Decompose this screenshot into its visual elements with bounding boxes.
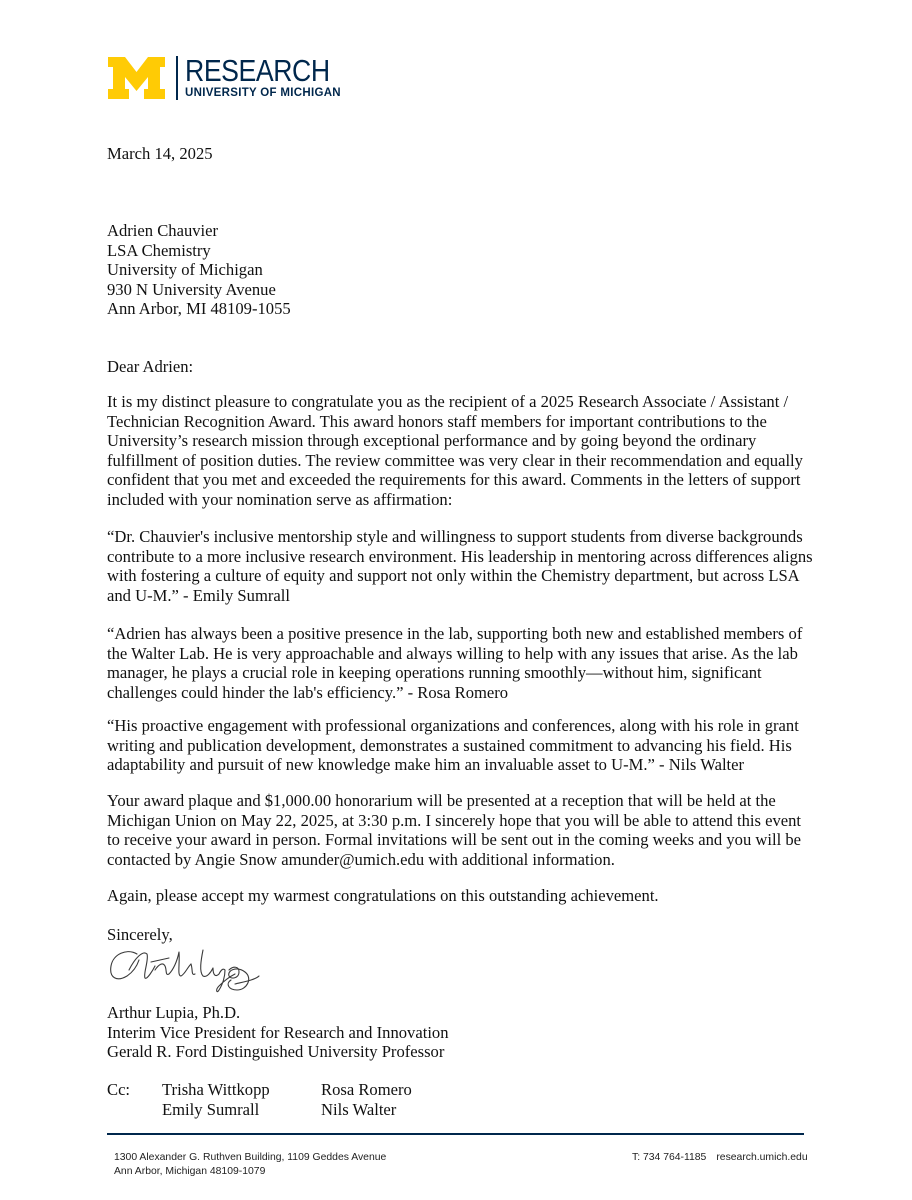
text-line: included with your nomination serve as affirmation:	[107, 489, 453, 509]
closing-text: Sincerely,	[107, 925, 173, 944]
recipient-department: LSA Chemistry	[107, 240, 211, 260]
recipient-city: Ann Arbor, MI 48109-1055	[107, 299, 291, 318]
quote-nils-walter	[107, 716, 807, 775]
footer-divider	[107, 1133, 804, 1135]
letterhead-text	[185, 53, 353, 100]
text-line: “His proactive engagement with professional organizations and conferences, along with his role in grant	[107, 716, 799, 735]
text-line: University’s research mission through exceptional performance and by going beyond the ordinary	[107, 431, 757, 450]
footer-contact	[632, 1151, 808, 1165]
text-line: Again, please accept my warmest congratulations on this outstanding achievement.	[107, 886, 659, 905]
footer-address-line-1: 1300 Alexander G. Ruthven Building, 1109 Geddes Avenue	[114, 1152, 387, 1163]
footer-phone: T: 734 764-1185	[632, 1152, 707, 1163]
letterhead-title: RESEARCH	[185, 53, 330, 88]
cc-recipient: Rosa Romero	[321, 1080, 412, 1099]
text-line: writing and publication development, demonstrates a sustained commitment to advancing his field. His	[107, 735, 792, 755]
cc-column-2	[321, 1080, 412, 1119]
paragraph-reception	[107, 791, 807, 869]
letterhead-divider	[176, 56, 178, 100]
signer-name: Arthur Lupia, Ph.D.	[107, 1003, 241, 1022]
text-line: “Dr. Chauvier's inclusive mentorship style and willingness to support students from diverse backgrounds	[107, 527, 803, 546]
text-line: challenges could hinder the lab's efficiency.” - Rosa Romero	[107, 682, 509, 702]
recipient-address	[107, 221, 807, 319]
cc-label: Cc:	[107, 1080, 131, 1099]
cc-recipient: Nils Walter	[321, 1099, 397, 1119]
text-line: fulfillment of position duties. The review committee was very clear in their recommendation and equally	[107, 450, 803, 470]
text-line: with fostering a culture of equity and support not only within the Chemistry department, but across LSA	[107, 566, 800, 585]
text-line: the Walter Lab. He is very approachable and always willing to help with any issues that arise. As the lab	[107, 643, 798, 663]
text-line: and U-M.” - Emily Sumrall	[107, 585, 290, 605]
text-line: Your award plaque and $1,000.00 honorarium will be presented at a reception that will be held at the	[107, 791, 776, 810]
recipient-name: Adrien Chauvier	[107, 221, 219, 240]
text-line: contribute to a more inclusive research environment. His leadership in mentoring across differences aligns	[107, 546, 813, 566]
text-line: “Adrien has always been a positive presence in the lab, supporting both new and established members of	[107, 624, 803, 643]
text-line: It is my distinct pleasure to congratulate you as the recipient of a 2025 Research Associate / Assistant /	[107, 392, 789, 411]
text-line: confident that you met and exceeded the requirements for this award. Comments in the letters of support	[107, 470, 801, 489]
salutation-text: Dear Adrien:	[107, 357, 194, 376]
paragraph-congratulations	[107, 886, 807, 906]
signer-block	[107, 1003, 807, 1062]
cc-column-1	[162, 1080, 270, 1119]
text-line: Technician Recognition Award. This award honors staff members for important contributions to the	[107, 411, 767, 431]
text-line: adaptability and pursuit of new knowledge make him an invaluable asset to U-M.” - Nils Walter	[107, 755, 745, 774]
text-line: manager, he plays a crucial role in keeping operations running smoothly—without him, significant	[107, 663, 762, 682]
quote-rosa-romero	[107, 624, 807, 702]
handwritten-signature	[107, 940, 267, 1002]
recipient-street: 930 N University Avenue	[107, 279, 276, 299]
salutation	[107, 357, 807, 377]
signer-title: Interim Vice President for Research and Innovation	[107, 1022, 449, 1042]
date-text: March 14, 2025	[107, 144, 213, 163]
signer-professorship: Gerald R. Ford Distinguished University Professor	[107, 1042, 445, 1061]
text-line: contacted by Angie Snow amunder@umich.edu with additional information.	[107, 849, 615, 869]
footer-website: research.umich.edu	[716, 1152, 808, 1163]
footer-address	[114, 1151, 386, 1179]
text-line: to receive your award in person. Formal invitations will be sent out in the coming weeks and you will be	[107, 830, 802, 849]
footer-address-line-2: Ann Arbor, Michigan 48109-1079	[114, 1166, 266, 1177]
university-block-m-logo	[108, 57, 165, 99]
letterhead	[108, 53, 353, 100]
cc-recipient: Trisha Wittkopp	[162, 1080, 270, 1099]
paragraph-award	[107, 392, 807, 509]
text-line: Michigan Union on May 22, 2025, at 3:30 p.m. I sincerely hope that you will be able to attend this event	[107, 810, 802, 830]
cc-recipient: Emily Sumrall	[162, 1099, 260, 1119]
letterhead-subtitle: UNIVERSITY OF MICHIGAN	[185, 87, 341, 99]
recipient-institution: University of Michigan	[107, 260, 263, 279]
quote-emily-sumrall	[107, 527, 813, 605]
letter-date	[107, 144, 807, 164]
